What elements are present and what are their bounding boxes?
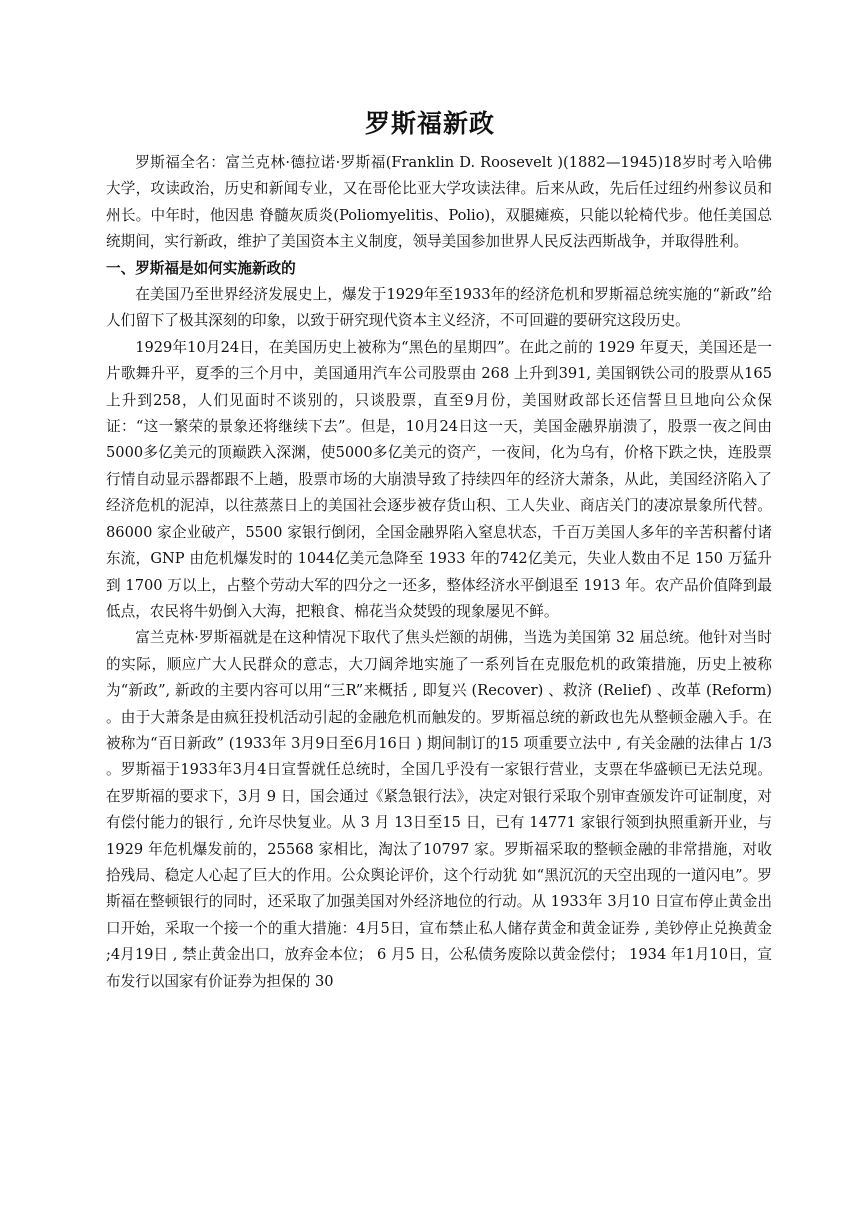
- intro-paragraph: 罗斯福全名：富兰克林·德拉诺·罗斯福(Franklin D. Roosevelt )(1882—1945)18岁时考入哈佛大学，攻读政治，历史和新闻专业，又在哥伦比亚大学攻读法律。后来从政，先后任过纽约州参议员和州长。中年时，他因患 脊髓灰质炎(Poliomyelitis、Polio)，双腿瘫痪，只能以轮椅代步。他任美国总统期间，实行新政，维护了美国资本主义制度，领导美国参加世界人民反法西斯战争，并取得胜利。: [106, 154, 772, 251]
- section-heading: 一、罗斯福是如何实施新政的: [106, 259, 296, 277]
- paragraph-1: 在美国乃至世界经济发展史上，爆发于1929年至1933年的经济危机和罗斯福总统实施的“新政”给人们留下了极其深刻的印象，以致于研究现代资本主义经济，不可回避的要研究这段历史。: [106, 286, 772, 330]
- paragraph-2: 1929年10月24日，在美国历史上被称为“黑色的星期四”。在此之前的 1929 年夏天，美国还是一片歌舞升平，夏季的三个月中，美国通用汽车公司股票由 268 上升到391, 美国钢铁公司的股票从165上升到258，人们见面时不谈别的，只谈股票，直至9月份，美国财政部长还信誓旦旦地向公众保证：“这一繁荣的景象还将继续下去”。但是，10月24日这一天，美国金融界崩溃了，股票一夜之间由5000多亿美元的顶巅跌入深渊，使5000多亿美元的资产，一夜间，化为乌有，价格下跌之快，连股票行情自动显示器都跟不上趟，股票市场的大崩溃导致了持续四年的经济大萧条，从此，美国经济陷入了经济危机的泥淖，以往蒸蒸日上的美国社会逐步被存货山积、工人失业、商店关门的凄凉景象所代替。 86000 家企业破产，5500 家银行倒闭，全国金融界陷入窒息状态，千百万美国人多年的辛苦积蓄付诸东流，GNP 由危机爆发时的 1044亿美元急降至 1933 年的742亿美元，失业人数由不足 150 万猛升到 1700 万以上，占整个劳动大军的四分之一还多，整体经济水平倒退至 1913 年。农产品价值降到最低点，农民将牛奶倒入大海，把粮食、棉花当众焚毁的现象屡见不鲜。: [106, 338, 772, 620]
- document-body: [106, 150, 772, 995]
- document-title: 罗斯福新政: [364, 109, 495, 138]
- paragraph-3: 富兰克林·罗斯福就是在这种情况下取代了焦头烂额的胡佛，当选为美国第 32 届总统。他针对当时的实际，顺应广大人民群众的意志，大刀阔斧地实施了一系列旨在克服危机的政策措施，历史上被称为“新政”, 新政的主要内容可以用“三R”来概括 , 即复兴 (Recover) 、救济 (Relief) 、改革 (Reform) 。由于大萧条是由疯狂投机活动引起的金融危机而触发的。罗斯福总统的新政也先从整顿金融入手。在被称为“百日新政” (1933年 3月9日至6月16日 ) 期间制订的15 项重要立法中 , 有关金融的法律占 1/3 。罗斯福于1933年3月4日宣誓就任总统时，全国几乎没有一家银行营业，支票在华盛顿已无法兑现。在罗斯福的要求下，3月 9 日，国会通过《紧急银行法》，决定对银行采取个别审查颁发许可证制度，对有偿付能力的银行 , 允许尽快复业。从 3 月 13日至15 日，已有 14771 家银行领到执照重新开业，与 1929 年危机爆发前的，25568 家相比，淘汰了10797 家。罗斯福采取的整顿金融的非常措施，对收拾残局、稳定人心起了巨大的作用。公众舆论评价，这个行动犹 如“黑沉沉的天空出现的一道闪电”。罗斯福在整顿银行的同时，还采取了加强美国对外经济地位的行动。从 1933年 3月10 日宣布停止黄金出口开始，采取一个接一个的重大措施：4月5日，宣布禁止私人储存黄金和黄金证券 , 美钞停止兑换黄金 ;4月19日 , 禁止黄金出口，放弃金本位； 6 月5 日，公私债务废除以黄金偿付； 1934 年1月10日，宣布发行以国家有价证券为担保的 30: [106, 629, 772, 990]
